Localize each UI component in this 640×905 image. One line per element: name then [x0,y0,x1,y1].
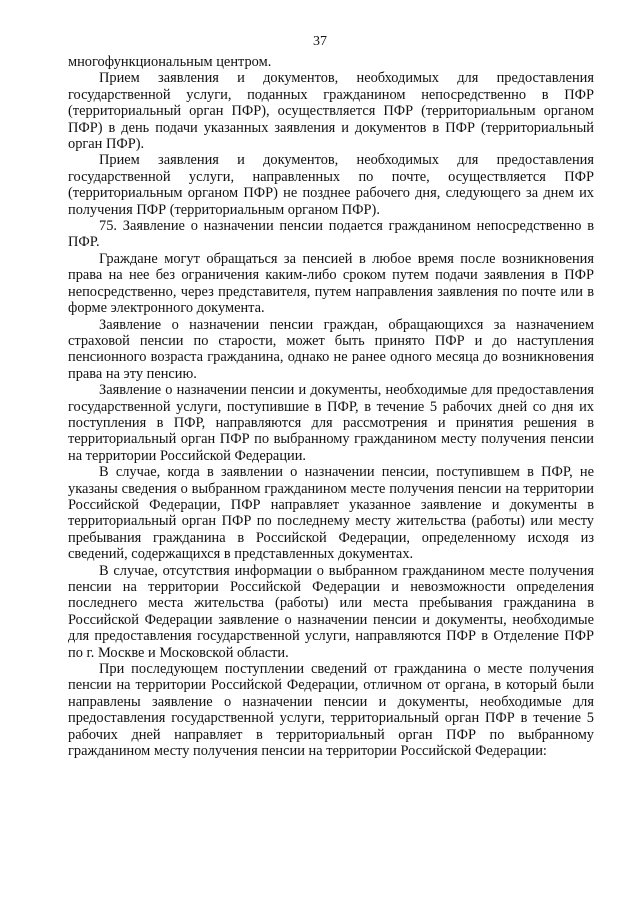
paragraph-clause-75: 75. Заявление о назначении пенсии подается гражданином непосредственно в ПФР. [68,218,594,251]
paragraph-mail-acceptance: Прием заявления и документов, необходимых для предоставления государственной услуги, направленных по почте, осуществляется ПФР (территориальным органом ПФР) не позднее рабочего дня, следующего за днем их получения ПФР (территориальным органом ПФР). [68,152,594,218]
paragraph-no-place-specified: В случае, когда в заявлении о назначении пенсии, поступившем в ПФР, не указаны сведения о выбранном гражданином месте получения пенсии на территории Российской Федерации, ПФР направляет указанное заявление и документы в территориальный орган ПФР по последнему месту жительства (работы) или месту пребывания гражданина в Российской Федерации, определенному исходя из сведений, содержащихся в представленных документах. [68,464,594,563]
page-number: 37 [313,34,327,49]
paragraph-any-time-application: Граждане могут обращаться за пенсией в любое время после возникновения права на нее без ограничения каким-либо сроком путем подачи заявления в ПФР непосредственно, через представителя, путем направления заявления по почте или в форме электронного документа. [68,250,594,317]
paragraph-subsequent-information: При последующем поступлении сведений от гражданина о месте получения пенсии на территории Российской Федерации, отличном от органа, в который были направлены заявление о назначении пенсии и документы, необходимые для предоставления государственной услуги, территориальный орган ПФР в течение 5 рабочих дней направляет в территориальный орган ПФР по выбранному гражданином месту получения пенсии на территории Российской Федерации: [68,661,594,760]
paragraph-five-day-forwarding: Заявление о назначении пенсии и документы, необходимые для предоставления государственной услуги, поступившие в ПФР, в течение 5 рабочих дней со дня их поступления в ПФР, направляются для рассмотрения и принятия решения в территориальный орган ПФР по выбранному гражданином месту получения пенсии на территории Российской Федерации. [68,382,594,464]
paragraph-no-information: В случае, отсутствия информации о выбранном гражданином месте получения пенсии на территории Российской Федерации и невозможности определения последнего места жительства (работы) или места пребывания гражданина в Российской Федерации заявление о назначении пенсии и документы, необходимые для предоставления государственной услуги, направляются ПФР в Отделение ПФР по г. Москве и Московской области. [68,562,594,661]
document-body [68,54,594,759]
paragraph-continuation: многофункциональным центром. [68,54,272,70]
paragraph-in-person-acceptance: Прием заявления и документов, необходимых для предоставления государственной услуги, поданных гражданином непосредственно в ПФР (территориальный орган ПФР), осуществляется ПФР (территориальным органом ПФР) в день подачи указанных заявления и документов в ПФР (территориальный орган ПФР). [68,70,594,153]
paragraph-early-application: Заявление о назначении пенсии граждан, обращающихся за назначением страховой пенсии по старости, может быть принято ПФР и до наступления пенсионного возраста гражданина, однако не ранее одного месяца до возникновения права на эту пенсию. [68,316,594,382]
